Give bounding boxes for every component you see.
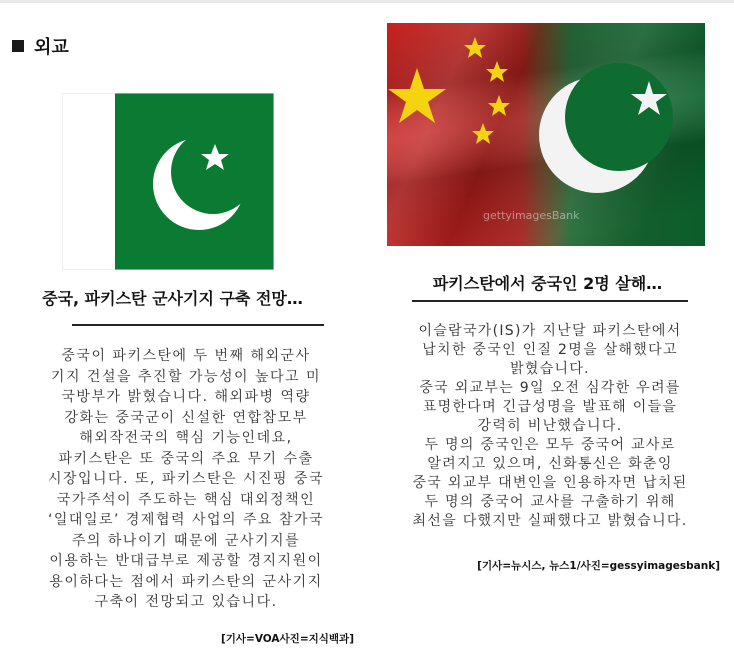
left-body-line: 구축이 전망되고 있습니다. <box>94 594 278 610</box>
left-headline: 중국, 파키스탄 군사기지 구축 전망… <box>42 289 303 308</box>
left-body-line: 국방부가 밝혔습니다. 해외파병 역량 <box>61 389 311 405</box>
left-body-line: ‘일대일로’ 경제협력 사업의 주요 참가국 <box>47 512 325 528</box>
left-body-line: 이용하는 반대급부로 제공할 경지지원이 <box>49 553 323 569</box>
right-body-line: 두 명의 중국인은 모두 중국어 교사로 <box>424 437 676 453</box>
left-body-line: 해외작전국의 핵심 기능인데요, <box>79 430 293 446</box>
left-body-line: 중국이 파키스탄에 두 번째 해외군사 <box>61 348 311 364</box>
right-headline-rule <box>412 300 688 302</box>
left-body-line: 파키스탄은 또 중국의 주요 무기 수출 <box>58 450 314 467</box>
getty-watermark: gettyimagesBank <box>483 209 580 222</box>
left-body-line: 국가주석이 주도하는 핵심 대외정책인 <box>56 491 316 508</box>
left-body-line: 주의 하나이기 때문에 군사기지를 <box>71 532 301 549</box>
right-body-line: 알려지고 있으며, 신화통신은 화춘잉 <box>427 456 673 472</box>
left-credit: [기사=VOA사진=지식백과] <box>220 633 354 645</box>
left-article-body <box>10 346 362 613</box>
right-body-line: 중국 외교부는 9일 오전 심각한 우려를 <box>419 380 681 396</box>
right-body-line: 중국 외교부 대변인을 인용하자면 납치된 <box>412 475 688 491</box>
left-body-line: 강화는 중국군이 신설한 연합참모부 <box>64 409 308 426</box>
right-credit: [기사=뉴시스, 뉴스1/사진=gessyimagesbank] <box>477 560 720 572</box>
bullet-square-icon <box>12 40 24 52</box>
section-header <box>12 33 69 59</box>
left-body-line: 시장입니다. 또, 파키스탄은 시진핑 중국 <box>47 471 325 487</box>
right-body-line: 이슬람국가(IS)가 지난달 파키스탄에서 <box>418 323 682 339</box>
right-body-line: 두 명의 중국어 교사를 구출하기 위해 <box>424 494 676 510</box>
right-body-line: 납치한 중국인 인질 2명을 살해했다고 <box>422 342 678 358</box>
section-title: 외교 <box>34 37 69 58</box>
right-headline: 파키스탄에서 중국인 2명 살해… <box>432 274 663 293</box>
top-divider <box>0 0 734 3</box>
right-body-line: 최선을 다했지만 실패했다고 밝혔습니다. <box>412 513 688 529</box>
right-article-body <box>374 322 726 531</box>
left-body-line: 기지 건설을 추진할 가능성이 높다고 미 <box>50 368 322 385</box>
right-body-line: 표명한다며 긴급성명을 발표해 이들을 <box>422 399 678 415</box>
pakistan-flag-icon <box>62 93 274 270</box>
china-pakistan-flag-photo <box>387 23 705 246</box>
right-body-line: 강력히 비난했습니다. <box>477 418 623 434</box>
right-body-line: 밝혔습니다. <box>510 361 590 377</box>
left-body-line: 용이하다는 점에서 파키스탄의 군사기지 <box>49 573 323 590</box>
left-headline-rule <box>72 324 324 326</box>
